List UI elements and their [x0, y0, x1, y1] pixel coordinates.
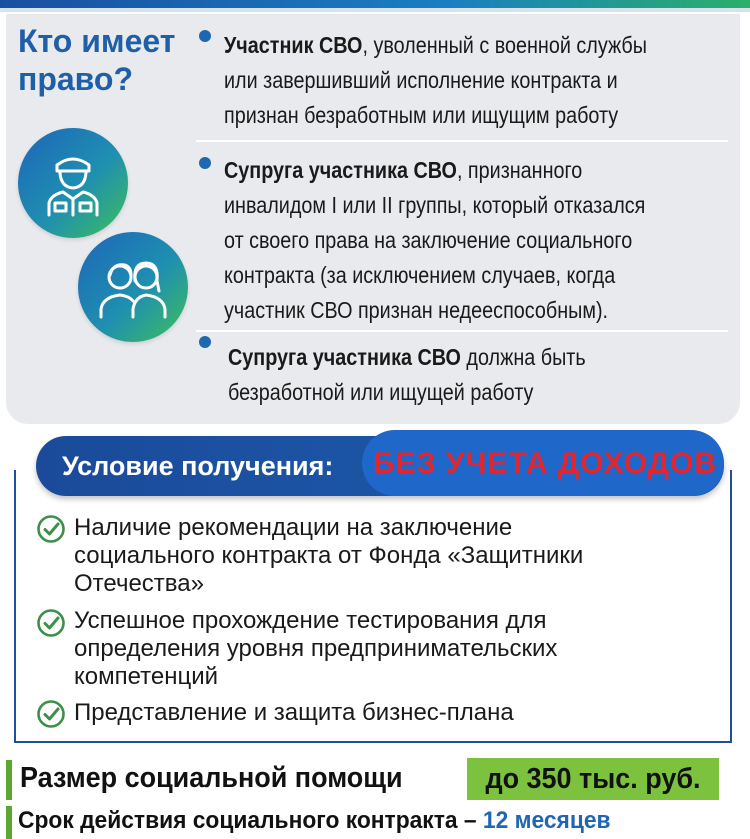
aid-value: до 350 тыс. руб. [485, 763, 701, 795]
condition-2-line3: компетенций [74, 663, 219, 690]
condition-2-line2: определения уровня предпринимательских [74, 635, 558, 662]
item-2-strong: Супруга участника СВО [224, 157, 457, 183]
term-accent-bar [6, 806, 12, 839]
item-divider [196, 330, 728, 332]
aid-label: Размер социальной помощи [20, 762, 403, 794]
couple-icon [78, 232, 188, 342]
condition-1-line3: Отечества» [74, 570, 204, 597]
term-line [18, 804, 611, 838]
eligibility-item-3 [228, 340, 586, 410]
eligibility-item-2 [224, 153, 645, 328]
item-1-strong: Участник СВО [224, 32, 363, 58]
item-2-line5: участник СВО признан недееспособным). [224, 297, 609, 323]
item-3-line1: должна быть [460, 344, 586, 370]
condition-item-3 [74, 699, 714, 727]
condition-3-line1: Представление и защита бизнес-плана [74, 699, 514, 726]
check-circle-icon [36, 699, 66, 729]
check-circle-icon [36, 608, 66, 638]
eligibility-title-line1: Кто имеет [18, 23, 176, 59]
item-2-line3: от своего права на заключение социального [224, 227, 633, 253]
eligibility-title [18, 22, 196, 98]
top-accent-edge [0, 8, 750, 12]
conditions-label: Условие получения: [62, 451, 334, 481]
item-2-line1: , признанного [456, 157, 583, 183]
condition-1-line1: Наличие рекомендации на заключение [74, 514, 513, 541]
eligibility-item-1 [224, 28, 647, 133]
condition-2-line1: Успешное прохождение тестирования для [74, 607, 547, 634]
eligibility-title-line2: право? [18, 61, 134, 97]
bullet [199, 336, 211, 348]
condition-1-line2: социального контракта от Фонда «Защитники [74, 542, 584, 569]
item-2-line4: контракта (за исключением случаев, когда [224, 262, 616, 288]
soldier-icon [18, 128, 128, 238]
bullet [199, 30, 211, 42]
item-3-strong: Супруга участника СВО [228, 344, 461, 370]
condition-item-1 [74, 514, 714, 598]
item-1-line1: , уволенный с военной службы [362, 32, 647, 58]
conditions-badge-text: БЕЗ УЧЕТА ДОХОДОВ [373, 447, 717, 480]
top-accent-bar [0, 0, 750, 8]
item-2-line2: инвалидом I или II группы, который отказался [224, 192, 646, 218]
item-3-line2: безработной или ищущей работу [228, 379, 534, 405]
condition-item-2 [74, 607, 714, 691]
term-value: 12 месяцев [482, 807, 611, 834]
item-1-line3: признан безработным или ищущим работу [224, 102, 619, 128]
item-1-line2: или завершивший исполнение контракта и [224, 67, 618, 93]
item-divider [196, 140, 728, 142]
term-label: Срок действия социального контракта – [18, 807, 483, 834]
aid-accent-bar [6, 760, 12, 800]
check-circle-icon [36, 514, 66, 544]
bullet [199, 157, 211, 169]
